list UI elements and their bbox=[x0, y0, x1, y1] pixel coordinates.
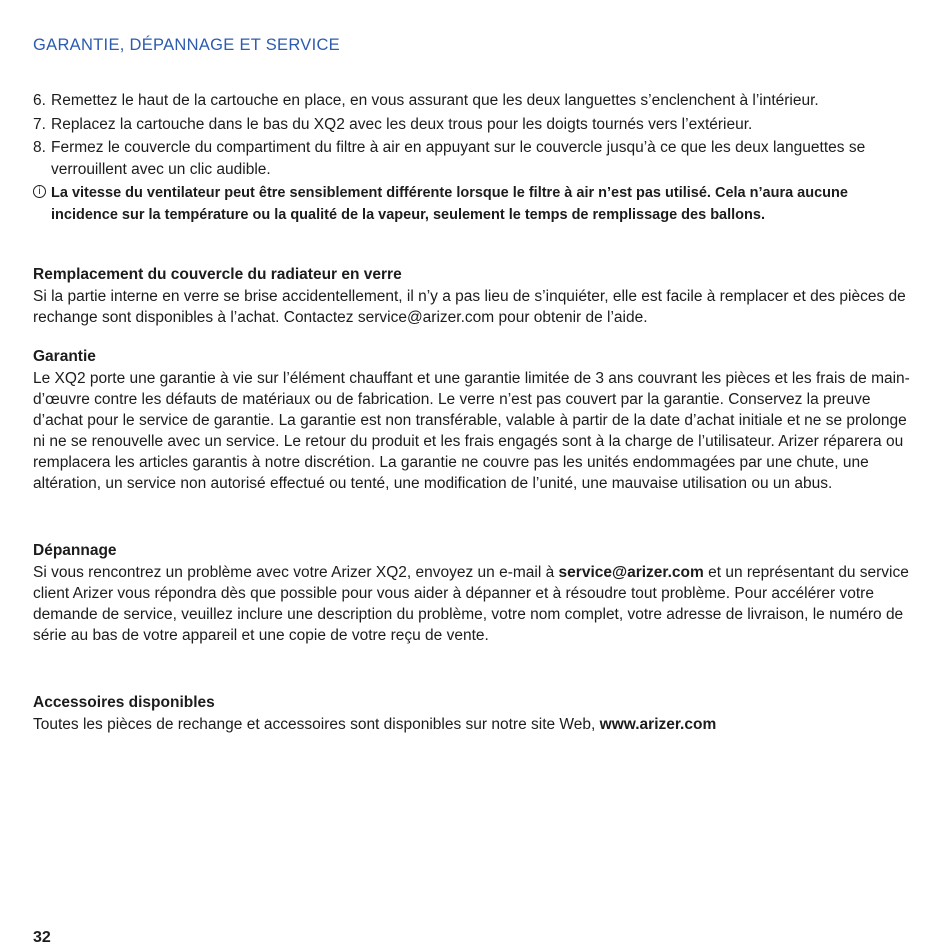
troubleshooting-body bbox=[33, 562, 918, 646]
step-number: 7. bbox=[33, 115, 46, 133]
warranty-heading: Garantie bbox=[33, 348, 96, 365]
troubleshooting-body-end: et un représentant du service client Arizer vous répondra dès que possible pour vous aider à dépanner et à résoudre tout problème. Pour accélérer votre demande de service, veuillez inclure une description du problème, votre nom complet, votre adresse de livraison, le numéro de série au bas de votre appareil et une copie de votre reçu de vente. bbox=[33, 564, 909, 644]
list-item bbox=[33, 90, 918, 112]
list-item bbox=[33, 114, 918, 136]
info-note-text: La vitesse du ventilateur peut être sensiblement différente lorsque le filtre à air n’est pas utilisé. Cela n’aura aucune incidence sur la température ou la qualité de la vapeur, seulement le temps de remplissage des ballons. bbox=[51, 185, 848, 223]
accessories-body bbox=[33, 714, 918, 735]
accessories-body-text: Toutes les pièces de rechange et accessoires sont disponibles sur notre site Web, bbox=[33, 716, 600, 733]
troubleshooting-section bbox=[33, 540, 918, 646]
troubleshooting-body-start: Si vous rencontrez un problème avec votre Arizer XQ2, envoyez un e-mail à bbox=[33, 564, 559, 581]
accessories-heading: Accessoires disponibles bbox=[33, 694, 215, 711]
step-text: Remettez le haut de la cartouche en place, en vous assurant que les deux languettes s’enclenchent à l’intérieur. bbox=[51, 92, 819, 109]
page-number: 32 bbox=[33, 929, 51, 946]
steps-list bbox=[33, 90, 918, 226]
glass-cover-heading: Remplacement du couvercle du radiateur en verre bbox=[33, 266, 402, 283]
glass-cover-body: Si la partie interne en verre se brise accidentellement, il n’y a pas lieu de s’inquiéter, elle est facile à remplacer et des pièces de rechange sont disponibles à l’achat. Contactez service@arizer.com pour obtenir de l’aide. bbox=[33, 288, 906, 326]
troubleshooting-heading: Dépannage bbox=[33, 542, 117, 559]
glass-cover-section bbox=[33, 264, 918, 328]
step-number: 8. bbox=[33, 139, 46, 156]
support-email-link[interactable]: service@arizer.com bbox=[558, 564, 704, 581]
section-title: GARANTIE, DÉPANNAGE ET SERVICE bbox=[33, 36, 340, 54]
info-icon: i bbox=[33, 182, 51, 200]
step-text: Fermez le couvercle du compartiment du filtre à air en appuyant sur le couvercle jusqu’à ce que les deux languettes se verrouillent avec un clic audible. bbox=[51, 139, 866, 178]
list-item bbox=[33, 137, 918, 180]
website-link[interactable]: www.arizer.com bbox=[599, 716, 717, 733]
step-number: 6. bbox=[33, 92, 46, 109]
warranty-section bbox=[33, 346, 918, 494]
accessories-section bbox=[33, 692, 918, 735]
step-text: Replacez la cartouche dans le bas du XQ2 avec les deux trous pour les doigts tournés vers l’extérieur. bbox=[51, 115, 753, 133]
warranty-body: Le XQ2 porte une garantie à vie sur l’élément chauffant et une garantie limitée de 3 ans couvrant les pièces et les frais de main-d’œuvre contre les défauts de matériaux ou de fabrication. Le verre n’est pas couvert par la garantie. Conservez la preuve d’achat pour le service de garantie. La garantie est non transférable, valable à partir de la date d’achat initiale et ne se prolonge ni ne se renouvelle avec un service. Le retour du produit et les frais engagés sont à la charge de l’utilisateur. Arizer réparera ou remplacera les articles garantis à notre discrétion. La garantie ne couvre pas les unités endommagées par une chute, une altération, un service non autorisé effectué ou tenté, une modification de l’unité, une mauvaise utilisation ou un abus. bbox=[33, 370, 910, 492]
info-note bbox=[33, 182, 918, 226]
